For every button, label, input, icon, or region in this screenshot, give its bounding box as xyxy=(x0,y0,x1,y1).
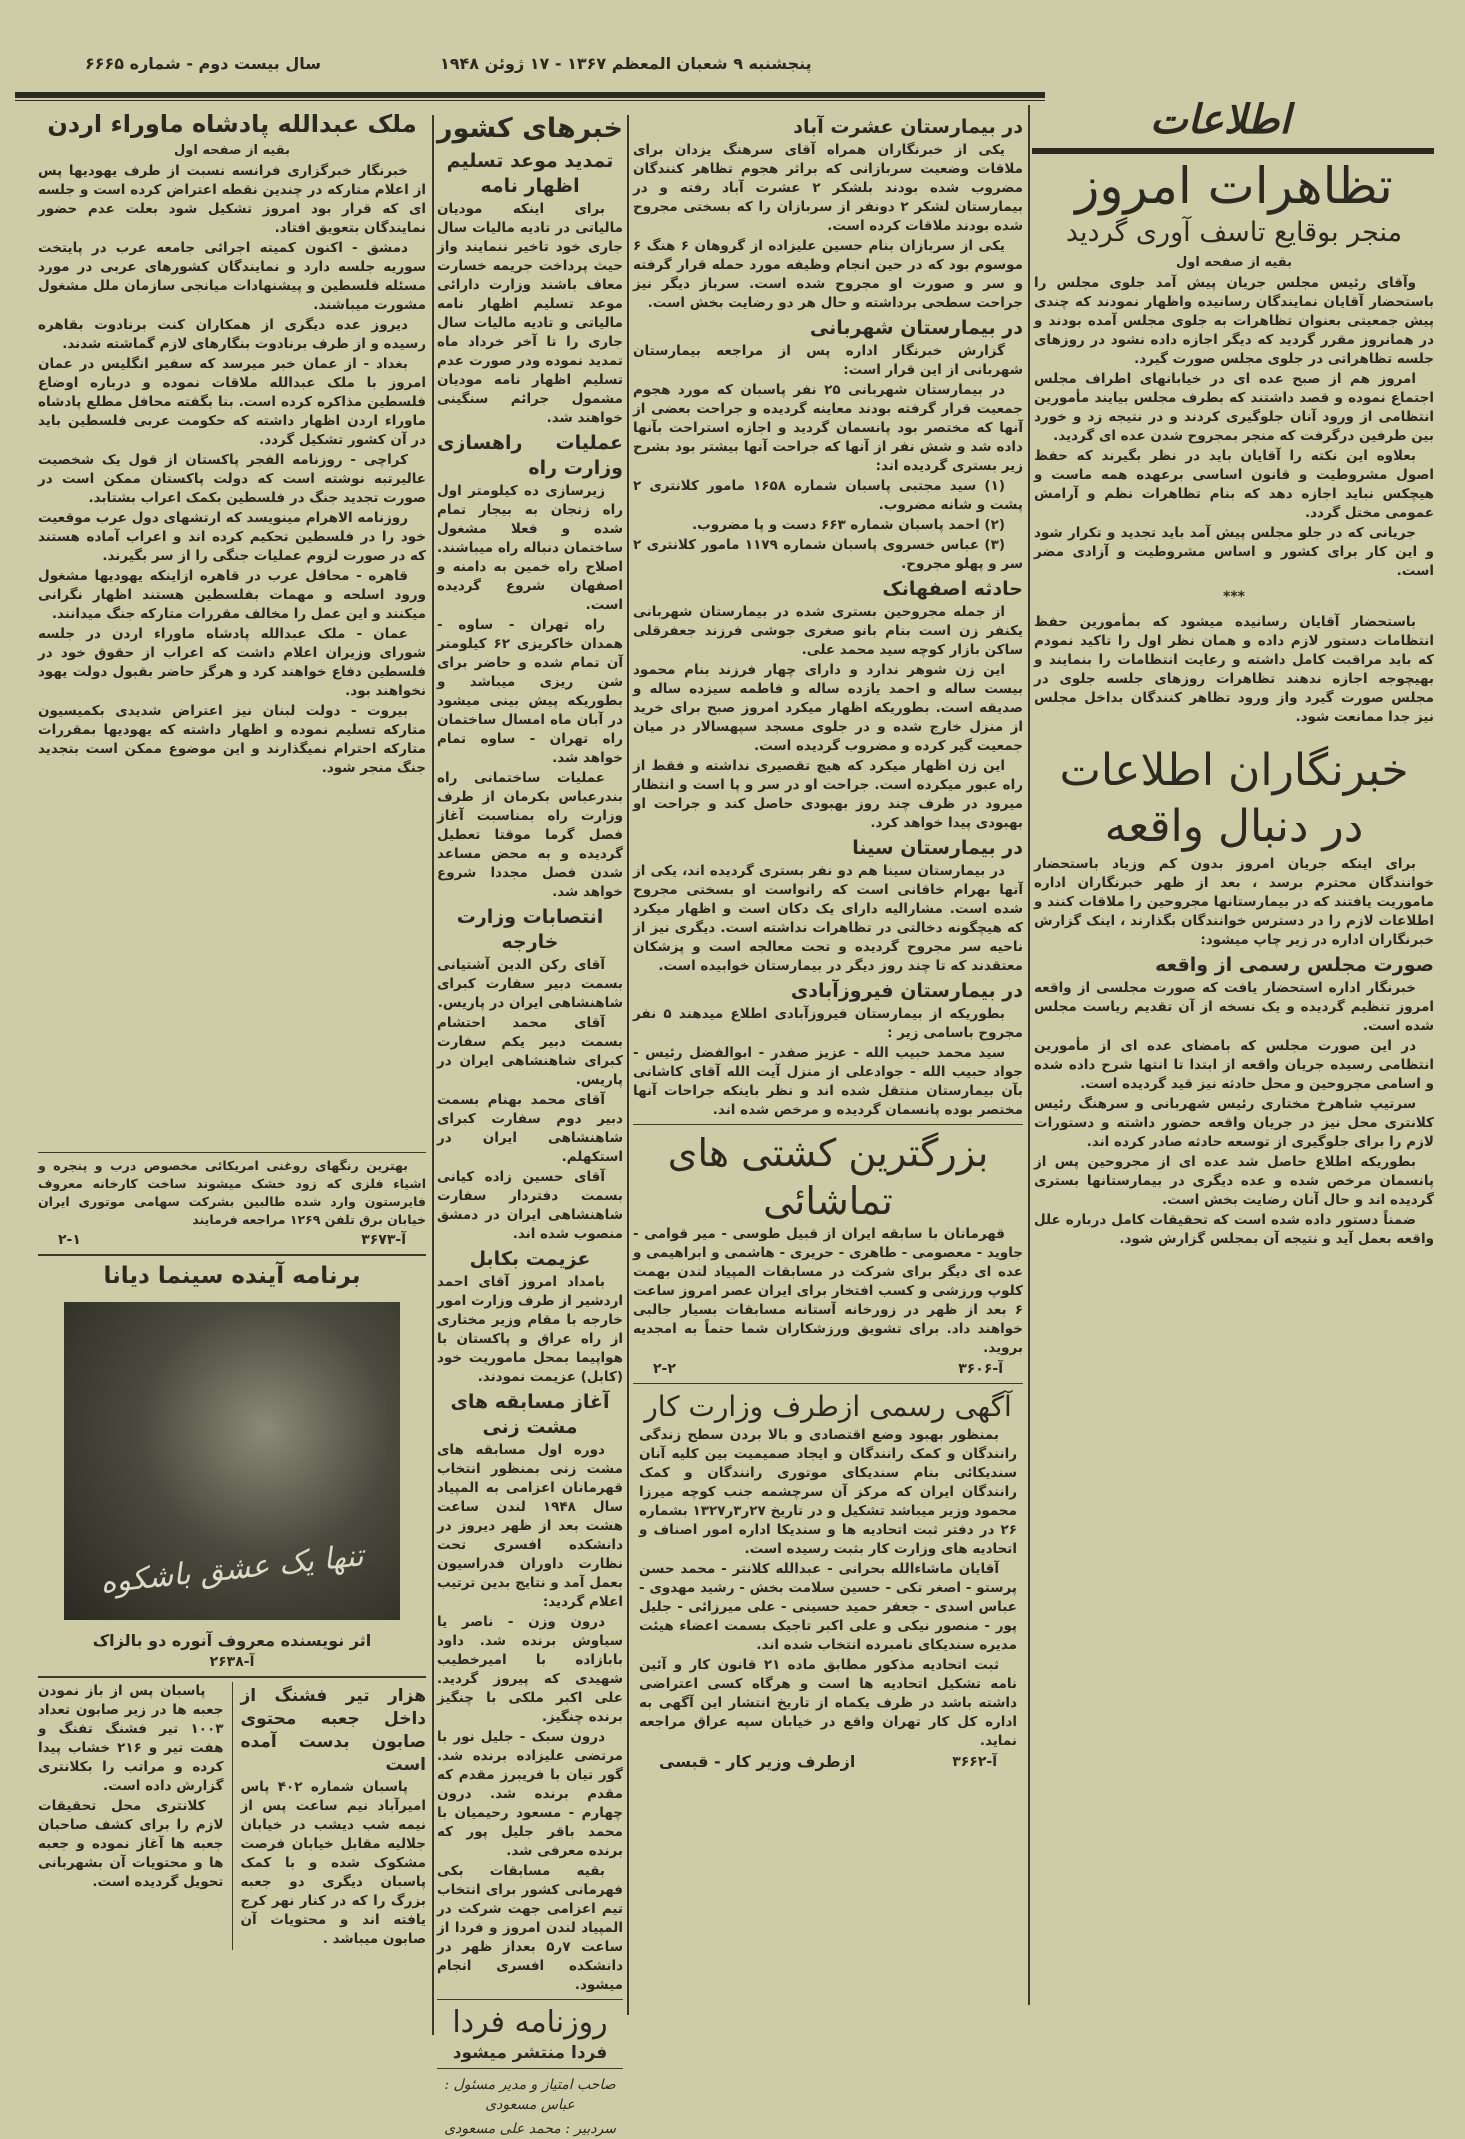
headline-jordan: ملک عبدالله پادشاه ماوراء اردن xyxy=(47,110,417,138)
column-divider xyxy=(627,115,629,2015)
article-paragraph: آقای رکن الدین آشتیانی بسمت دبیر سفارت کبرای شاهنشاهی ایران در پاریس. xyxy=(437,957,623,1011)
wrestling-ad-title: بزرگترین کشتی های تماشائی xyxy=(667,1131,989,1223)
imprint-owner: صاحب امتیاز و مدیر مسئول : عباس مسعودی xyxy=(444,2077,616,2113)
article-paragraph: آقای محمد احتشام بسمت دبیر یکم سفارت کبرای شاهنشاهی ایران در پاریس. xyxy=(437,1015,623,1088)
movie-poster-image xyxy=(64,1302,400,1620)
wrestling-ad xyxy=(633,1129,1023,1379)
article-paragraph: در این صورت مجلس که بامضای عده ای از مأمورین انتظامی رسیده جریان واقعه از ابتدا تا انتها شرح داده شده و اسامی مجروحین و محل حادثه نیز قید گردیده است. xyxy=(1034,1038,1434,1092)
imprint-editor: سردبیر : محمد علی مسعودی xyxy=(444,2121,616,2137)
ammo-article-right xyxy=(241,1682,427,1950)
article-paragraph: پاسبان شماره ۴۰۲ پاس امیرآباد نیم ساعت پس از نیمه شب دیشب در خیابان جلالیه مقابل خیابان فرصت مشکوک شده و با کمک پاسبان دیگری دو جعبه بزرگ را که در کنار نهر کرج یافته اند و محتویات آن صابون میباشد . xyxy=(240,1779,426,1947)
headline-ammo: هزار تیر فشنگ از داخل جعبه محتوی صابون بدست آمده است xyxy=(240,1686,426,1775)
subhead-boxing: آغاز مسابقه های مشت زنی xyxy=(450,1391,610,1438)
masthead-logo: اطلاعات xyxy=(1150,96,1291,143)
article-paragraph: در بیمارستان شهربانی ۲۵ نفر پاسبان که مورد هجوم جمعیت قرار گرفته بودند معاینه گردیده و جراحت بعضی از آنها که مختصر بود پانسمان گردید و اجازه استراحت بآنها داده شد و شش نفر از آنها که جراحت آنها بیشتر بود بشرح زیر بستری گردیده اند: xyxy=(633,382,1023,474)
column-divider xyxy=(232,1682,233,1950)
divider xyxy=(437,2068,623,2069)
article-paragraph: عمان - ملک عبدالله پادشاه ماوراء اردن در جلسه شورای وزیران اعلام داشت که اعراب از حقوق خود در فلسطین دفاع خواهند کرد و هرگز حاضر بقبول دولت یهود نخواهند بود. xyxy=(38,626,426,699)
column-divider xyxy=(1028,105,1030,2005)
subhead-tax-deadline: تمدید موعد تسلیم اظهار نامه xyxy=(446,150,614,197)
article-paragraph: دیروز عده دیگری از همکاران کنت برنادوت بقاهره رسیده و از طرف برنادوت بنگارهای لازم گماشته شدند. xyxy=(38,317,426,352)
ammo-article xyxy=(38,1682,426,1950)
jordan-king-article xyxy=(38,108,426,1148)
subhead-ishratabad: در بیمارستان عشرت آباد xyxy=(793,116,1023,138)
subhead-police-hospital: در بیمارستان شهربانی xyxy=(809,317,1023,339)
article-paragraph: این زن شوهر ندارد و دارای چهار فرزند بنام محمود بیست ساله و احمد یازده ساله و فاطمه سیزده ساله و صدیقه است. بطوریکه اظهار میکرد امروز صبح برای خرید از منزل خارج شده و در جلوی مسجد سپهسالار در میان جمعیت گیر کرده و مضروب گردیده است. xyxy=(633,662,1023,754)
paint-ad xyxy=(38,1157,426,1250)
labor-ad-footer xyxy=(639,1752,1017,1772)
ad-code: ۲-۲ xyxy=(653,1361,676,1377)
domestic-news xyxy=(437,112,623,1995)
article-paragraph: درون سبک - جلیل نور با مرتضی علیزاده برنده شد. گور تیان با فریبرز مقدم که مقدم برنده شد. درون چهارم - مسعود رحیمیان با محمد باقر جلیل پور که برنده معرفی شد. xyxy=(437,1729,623,1859)
divider xyxy=(38,1254,426,1256)
article-paragraph: زیرسازی ده کیلومتر اول راه زنجان به بیجار تمام شده و فعلا مشغول ساختمان دنباله راه میباشند. اصلاح راه خمین به دامنه و اصفهان شروع گردیده است. xyxy=(437,483,623,613)
article-paragraph: این زن اظهار میکرد که هیچ تقصیری نداشته و فقط از راه عبور میکرده است. جراحت او در سر و پا است و انتظار میرود در ظرف چند روز بهبودی حاصل کند و جراحت او بهبودی پیدا خواهد کرد. xyxy=(633,758,1023,831)
article-paragraph: آقای حسین زاده کیانی بسمت دفتردار سفارت شاهنشاهی ایران در دمشق منصوب شده اند. xyxy=(437,1169,623,1242)
article-paragraph: بیروت - دولت لبنان نیز اعتراض شدیدی بکمیسیون متارکه تسلیم نموده و اظهار داشته که یهودیها بمقررات متارکه احترام نمیگذارند و این موضوع ممکن است بتجدید جنگ منجر شود. xyxy=(38,703,426,776)
article-paragraph: گزارش خبرنگار اداره پس از مراجعه بیمارستان شهربانی از این قرار است: xyxy=(633,343,1023,378)
domestic-news-title: خبرهای کشور xyxy=(437,113,623,144)
divider xyxy=(38,1676,426,1678)
continued-note: بقیه از صفحه اول xyxy=(1176,255,1292,270)
ad-code: آ-۲۶۳۸ xyxy=(209,1654,255,1670)
article-paragraph: دوره اول مسابقه های مشت زنی بمنظور انتخاب قهرمانان اعزامی به المپیاد سال ۱۹۴۸ لندن ساعت هشت بعد از ظهر دیروز در دانشکده افسری تحت نظارت داوران فدراسیون بعمل آمد و نتایج بدین ترتیب اعلام گردید: xyxy=(437,1442,623,1610)
center-column xyxy=(633,112,1023,1772)
subhead-official-report: صورت مجلس رسمی از واقعه xyxy=(1155,954,1434,976)
article-paragraph: کلانتری محل تحقیقات لازم را برای کشف صاحبان جعبه ها آغاز نموده و جعبه ها و محتویات آن بشهربانی تحویل گردیده است. xyxy=(38,1798,224,1890)
ad-code: ۲-۱ xyxy=(58,1232,81,1248)
article-paragraph: در بیمارستان سینا هم دو نفر بستری گردیده اند، یکی از آنها بهرام خاقانی است که رانواست او بسختی مجروح شده است. مشارالیه دارای یک دکان است و اظهار میکرد که هیچگونه دخالتی در تظاهرات نداشته است. دیگری نیز از ناحیه سر مجروح گردیده و تحت معالجه است و پزشکان معتقدند که تا چند روز دیگر در بیمارستان خوابیده است. xyxy=(633,863,1023,974)
ad-code: آ-۳۶۰۶ xyxy=(958,1361,1003,1377)
article-paragraph: پاسبان پس از باز نمودن جعبه ها در زیر صابون تعداد ۱۰۰۳ تیر فشنگ تفنگ و هفت تیر و ۲۱۶ خشاب پیدا کرده و مراتب را بکلانتری گزارش داده است. xyxy=(38,1683,224,1794)
article-paragraph: امروز هم از صبح عده ای در خیابانهای اطراف مجلس اجتماع نموده و قصد داشتند که بطرف مجلس بیایند مأمورین انتظامی از ورود آنان جلوگیری کردند و در نتیجه زد و خورد بین طرفین درگرفت که منجر بمجروح شدن عده ای گردید. xyxy=(1034,371,1434,444)
subhead-isfahanak: حادثه اصفهانک xyxy=(882,578,1023,600)
farda-newspaper-subtitle: فردا منتشر میشود xyxy=(452,2043,608,2063)
headline-demonstrations: تظاهرات امروز xyxy=(1075,157,1393,215)
labor-ad-paragraph: آقایان ماشاءالله بحرانی - عبدالله کلانتر - محمد حسن پرستو - اصغر تکی - حسین سلامت بخش - رشید مهدوی - عباس اسدی - جعفر حمید حسینی - علی میرزائی - جلیل پور - منصور نیکی و علی اکبر تاجیک بسمت اعضاء هیئت مدیره سندیکای نامبرده انتخاب شده اند. xyxy=(639,1561,1017,1653)
right-column xyxy=(1034,158,1434,1250)
separator-stars: *** xyxy=(1223,589,1245,605)
wrestling-ad-codes xyxy=(633,1359,1023,1379)
headline-reporters: خبرنگاران اطلاعات xyxy=(1059,745,1409,796)
poster-lettering: تنها یک عشق باشکوه xyxy=(98,1538,366,1601)
divider xyxy=(437,1999,623,2000)
labor-ad-paragraph: بمنظور بهبود وضع اقتصادی و بالا بردن سطح زندگی رانندگان و کمک رانندگان و ایجاد صمیمیت بین کلیه آنان سندیکائی بنام سندیکای موتوری رانندگان و کمک رانندگان ایران که مرکز آن سرچشمه جنب کوچه میرزا محمود وزیر میباشد تشکیل و در تاریخ ۲۷ر۳ر۱۳۲۷ بشماره ۲۶ در دفتر ثبت اتحادیه ها و سندیکا اداره امور اصناف و اتحادیه های وزارت کار بثبت رسیده است. xyxy=(639,1427,1017,1557)
article-paragraph: (۲) احمد پاسبان شماره ۶۶۳ دست و پا مضروب. xyxy=(692,517,1005,533)
article-paragraph: بطوریکه اطلاع حاصل شد عده ای از مجروحین پس از پانسمان مرخص شده و عده دیگری در بیمارستانها بستری گردیده اند و حال آنان رضایت بخش است. xyxy=(1034,1154,1434,1208)
article-paragraph: کراچی - روزنامه الفجر پاکستان از قول یک شخصیت عالیرتبه نوشته است که دولت پاکستان ممکن است در صورت تجدید جنگ در فلسطین بکمک اعراب بشتابد. xyxy=(38,452,426,506)
subhead-kabul: عزیمت بکابل xyxy=(469,1248,591,1270)
left-column xyxy=(38,108,426,1950)
article-paragraph: بقیه مسابقات بکی فهرمانی کشور برای انتخاب تیم اعزامی جهت شرکت در المپیاد لندن امروز و فردا از ساعت ۷ر۵ بعداز ظهر در دانشکده افسری انجام میشود. xyxy=(437,1863,623,1993)
ad-code: آ-۳۶۶۲ xyxy=(952,1754,997,1770)
article-paragraph: بغداد - از عمان خبر میرسد که سفیر انگلیس در عمان امروز با ملک عبدالله ملاقات نموده و درباره اوضاع فلسطین مذاکره کرده است. بنا بگفته محافل مطلع پادشاه ماوراء اردن اظهار داشته که حکومت عربی فلسطین باید در آن کشور تشکیل گردد. xyxy=(38,356,426,448)
article-paragraph: بطوریکه از بیمارستان فیروزآبادی اطلاع میدهند ۵ نفر مجروح باسامی زیر : xyxy=(633,1006,1023,1041)
article-paragraph: راه تهران - ساوه - همدان خاکریزی ۶۲ کیلومتر آن تمام شده و حاضر برای شن ریزی میباشد و بطوریکه پیش بینی میشود در آبان ماه امسال ساختمان راه تهران - ساوه تمام خواهد شد. xyxy=(437,617,623,766)
farda-newspaper-title: روزنامه فردا xyxy=(452,2005,608,2040)
labor-ad-signature: ازطرف وزیر کار - قبسی xyxy=(659,1752,856,1771)
paint-ad-text: بهترین رنگهای روغنی امریکائی مخصوص درب و پنجره و اشیاء فلزی که زود خشک میشوند ساخت کارخانه معروف فایرستون وارد شده طالبین بشرکت سهامی موتوری ایران خیابان برق تلفن ۱۲۶۹ مراجعه فرمایند xyxy=(38,1158,426,1227)
divider xyxy=(633,1124,1023,1125)
article-paragraph: سرتیپ شاهرخ مختاری رئیس شهربانی و سرهنگ رئیس کلانتری محل نیز در جریان واقعه حضور داشته و دستورات لازم را برای جلوگیری از توسعه حادثه صادر کرده اند. xyxy=(1034,1096,1434,1150)
continued-note: بقیه از صفحه اول xyxy=(174,143,290,158)
labor-ad-paragraph: ثبت اتحادیه مذکور مطابق ماده ۲۱ قانون کار و آئین نامه تشکیل اتحادیه ها است و هرگاه کسی اعتراضی داشته باشد در ظرف یکماه از تاریخ انتشار این آگهی به اداره کل کار تهران واقع در خیابان سپه عراق مراجعه نماید. xyxy=(639,1657,1017,1749)
article-paragraph: برای اینکه جریان امروز بدون کم وزیاد باستحضار خوانندگان محترم برسد ، بعد از ظهر خبرنگاران اداره ماموریت یافتند که در بیمارستانها مجروحین را ملاقات کنند و اطلاعات لازم را در دسترس خوانندگان بگذارند ، اینک گزارش خبرنگاران اداره در زیر چاپ میشود: xyxy=(1034,856,1434,948)
article-paragraph: یکی از خبرنگاران همراه آقای سرهنگ یزدان برای ملاقات وضعیت سربازانی که براثر هجوم تظاهر کنندگان مضروب شده بودند بلشکر ۲ عشرت آباد رفته و در بیمارستان لشکر ۲ دونفر از سربازان را که بسختی مجروح شده بودند ملاقات کرده است. xyxy=(633,142,1023,234)
article-paragraph: باستحضار آقایان رسانیده میشود که بمأمورین حفظ انتظامات دستور لازم داده و همان نظر اول را تاکید نمودم که باید مراقبت کامل داشته و رعایت انتظامات را بنمایند و بهیچوجه اجازه ندهند تظاهرات روزهای جلسه جلوی در مجلس صورت گیرد واز ورود تظاهر کنندگان بداخل مجلس نیز جدا ممانعت شود. xyxy=(1034,614,1434,725)
issue-number: سال بیست دوم - شماره ۶۶۶۵ xyxy=(85,54,321,73)
article-paragraph: (۱) سید مجتبی پاسبان شماره ۱۶۵۸ مامور کلانتری ۲ پشت و شانه مضروب. xyxy=(633,478,1023,513)
article-paragraph: آقای محمد بهنام بسمت دبیر دوم سفارت کبرای شاهنشاهی ایران در استکهلم. xyxy=(437,1092,623,1165)
wrestling-ad-text: قهرمانان با سابقه ایران از قبیل طوسی - میر قوامی - جاوید - معصومی - طاهری - حریری - هاشمی و ابراهیمی و عده ای دیگر برای شرکت در مسابقات المپیاد لندن بهمت کلوپ ورزشی و کسب افتخار برای ایران عصر امروز ساعت ۶ بعد از ظهر در زورخانه آستانه مسابقات بسیار جالبی خواهند داد. برای تشویق ورزشکاران شما حتماً به امجدیه بروید. xyxy=(633,1226,1023,1356)
article-paragraph: درون وزن - ناصر یا سیاوش برنده شد. داود بابازاده با امیرخطیب شهیدی که پیروز گردید. علی اکبر ملکی با چنگیز برنده چنگیز. xyxy=(437,1614,623,1725)
labor-ad-title: آگهی رسمی ازطرف وزارت کار xyxy=(644,1390,1012,1423)
subhead-sina-hospital: در بیمارستان سینا xyxy=(852,837,1023,859)
article-paragraph: از جمله مجروحین بستری شده در بیمارستان شهربانی یکنفر زن است بنام بانو صغری جوشی فرزند جعفرقلی ساکن بازار کوچه سید محمد علی. xyxy=(633,604,1023,658)
paint-ad-codes xyxy=(38,1230,426,1250)
subhead-foreign-ministry: انتصابات وزارت خارجه xyxy=(456,906,604,953)
article-paragraph: برای اینکه مودیان مالیاتی در تادیه مالیات سال جاری خود تاخیر ننمایند واز حیث پرداخت جریمه خسارت معاف باشند وزارت دارائی موعد تسلیم اظهار نامه مالیاتی و تادیه مالیات سال جاری را تا آخر خرداد ماه تمدید نموده ودر صورت عدم تسلیم اظهار نامه مودیان مشمول جرائم سنگینی خواهند شد. xyxy=(437,201,623,426)
divider xyxy=(633,1383,1023,1384)
article-paragraph: خبرنگار خبرگزاری فرانسه نسبت از طرف یهودیها پس از اعلام متارکه در چندین نقطه اعتراض کرده است و جلسه ای که قرار بود امروز تشکیل شود بعلت عدم حضور نمایندگان بتعویق افتاد. xyxy=(38,163,426,236)
middle-column xyxy=(437,112,623,2139)
header-rule xyxy=(15,92,1045,98)
column-divider xyxy=(432,115,434,2035)
subhead-road-works: عملیات راهسازی وزارت راه xyxy=(437,432,623,479)
article-paragraph: دمشق - اکنون کمیته اجرائی جامعه عرب در پایتخت سوریه جلسه دارد و نمایندگان کشورهای عربی در مورد مسئله فلسطین و پیشنهادات میانجی سازمان ملل مشغول مشورت میباشند. xyxy=(38,240,426,313)
ad-code: آ-۳۶۷۳ xyxy=(361,1232,406,1248)
article-paragraph: جریانی که در جلو مجلس پیش آمد باید تجدید و تکرار شود و این کار برای کشور و اساس مشروطیت و آزادی مضر است. xyxy=(1034,525,1434,579)
cinema-caption: اثر نویسنده معروف آنوره دو بالزاک xyxy=(92,1631,372,1650)
headline-reporters-2: در دنبال واقعه xyxy=(1104,801,1364,852)
article-paragraph: عملیات ساختمانی راه بندرعباس بکرمان از طرف وزارت راه بمناسبت آغاز فصل گرما موقتا تعطیل گردیده و به محض مساعد شدن فصل مجددا شروع خواهد شد. xyxy=(437,770,623,900)
article-paragraph: سید محمد حبیب الله - عزیز صفدر - ابوالفضل رئیس - جواد حبیب الله - جوادعلی از منزل آیت الله آقای کاشانی بآن بیمارستان منتقل شده اند و نظر باینکه جراحات آنها مختصر بوده پانسمان گردیده و مرخص شده اند. xyxy=(633,1045,1023,1118)
hospital-reports xyxy=(633,115,1023,1120)
article-paragraph: قاهره - محافل عرب در قاهره ازاینکه یهودیها مشغول ورود اسلحه و مهمات بفلسطین هستند اظهار نگرانی میکنند و این عمل را مخالف مقررات متارکه جنگ میدانند. xyxy=(38,568,426,622)
article-paragraph: یکی از سربازان بنام حسین علیزاده از گروهان ۶ هنگ ۶ موسوم بود که در حین انجام وظیفه مورد حمله قرار گرفته و سر و صورت او مجروح شده است. سرباز دیگر نیز جراحت سطحی برداشته و حال هر دو رضایت بخش است. xyxy=(633,238,1023,311)
issue-date: پنجشنبه ۹ شعبان المعظم ۱۳۶۷ - ۱۷ ژوئن ۱۹۴۸ xyxy=(440,54,812,73)
article-paragraph: خبرنگار اداره استحضار یافت که صورت مجلسی از واقعه امروز تنظیم گردیده و یک نسخه از آن تقدیم ریاست مجلس شده است. xyxy=(1034,980,1434,1034)
header-rule-thin xyxy=(15,100,1045,101)
article-paragraph: وآقای رئیس مجلس جریان پیش آمد جلوی مجلس را باستحضار آقایان نمایندگان رسانیده واظهار نمودند که چندی پیش جمعیتی بعنوان تظاهرات به جلوی مجلس آمده بودند و در همانروز مقرر گردید که دیگر اجازه داده نشود در روزهای جلسه تظاهراتی در جلوی مجلس صورت گیرد. xyxy=(1034,275,1434,367)
article-paragraph: بامداد امروز آقای احمد اردشیر از طرف وزارت امور خارجه با مقام وزیر مختاری از راه عراق و پاکستان با هواپیما بمحل ماموریت خود (کابل) عزیمت نمودند. xyxy=(437,1274,623,1385)
ammo-article-left xyxy=(38,1682,224,1950)
subhead-firouzabadi-hospital: در بیمارستان فیروزآبادی xyxy=(790,980,1023,1002)
subheadline-demonstrations: منجر بوقایع تاسف آوری گردید xyxy=(1065,217,1403,248)
article-paragraph: بعلاوه این نکته را آقایان باید در نظر بگیرند که حفظ اصول مشروطیت و قانون اساسی برعهده همه ماست و هیچکس نباید اجازه دهد که بنام تظاهرات نظم و آرامش عمومی مختل گردد. xyxy=(1034,448,1434,521)
article-paragraph: ضمناً دستور داده شده است که تحقیقات کامل درباره علل واقعه بعمل آید و نتیجه آن بمجلس گزارش شود. xyxy=(1034,1212,1434,1247)
divider xyxy=(38,1152,426,1153)
article-paragraph: (۳) عباس خسروی پاسبان شماره ۱۱۷۹ مامور کلانتری ۲ سر و پهلو مجروح. xyxy=(633,537,1023,572)
cinema-diana-title: برنامه آینده سینما دیانا xyxy=(103,1263,361,1289)
article-paragraph: روزنامه الاهرام مینویسد که ارتشهای دول عرب موقعیت خود را در فلسطین تحکیم کرده اند و اعراب آماده هستند که در صورت لزوم عملیات جنگی را از سر بگیرند. xyxy=(38,510,426,564)
masthead-rule xyxy=(1032,148,1434,154)
labor-ministry-ad xyxy=(633,1388,1023,1772)
